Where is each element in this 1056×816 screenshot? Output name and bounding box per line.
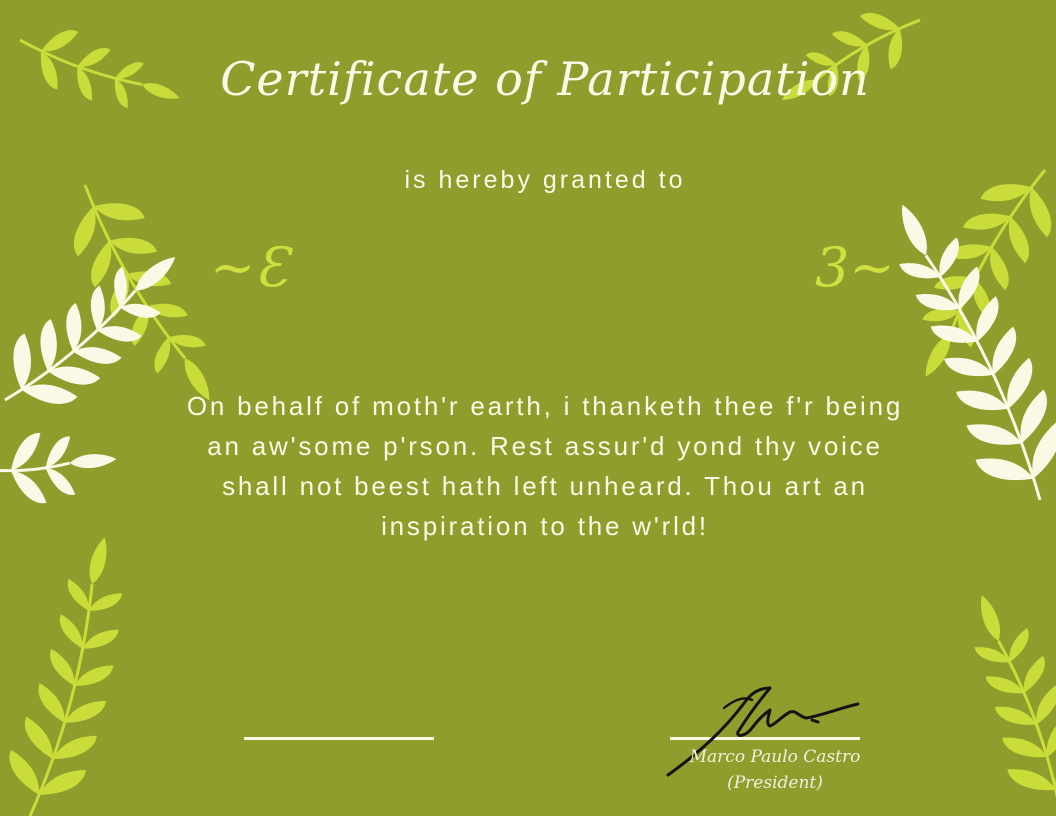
ornament-left: ~Ɛ: [210, 236, 289, 299]
certificate-title: Certificate of Participation: [220, 52, 870, 106]
granted-to-text: is hereby granted to: [404, 166, 686, 194]
signer-block: [640, 744, 910, 796]
ornament-right: 3~: [815, 236, 895, 299]
certificate-message: On behalf of moth'r earth, i thanketh thee f'r being an aw'some p'rson. Rest assur'd yond thy voice shall not beest hath left unheard. Thou art an inspiration to the w'rld!: [186, 391, 904, 541]
signer-role: (President): [727, 773, 823, 793]
signer-name: Marco Paulo Castro: [689, 747, 861, 767]
